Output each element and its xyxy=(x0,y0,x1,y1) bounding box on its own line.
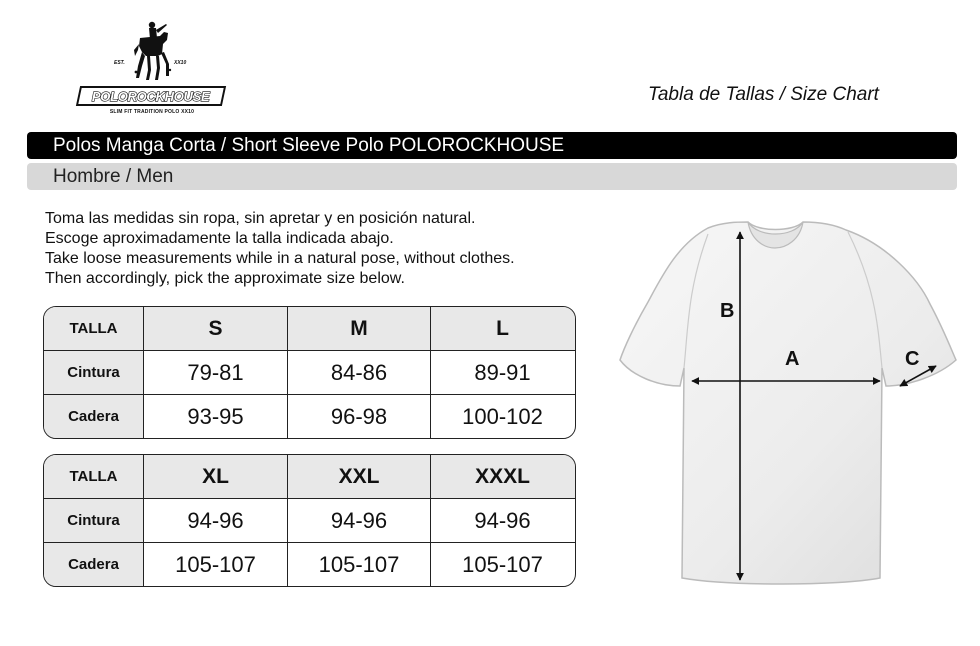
size-table-large xyxy=(43,454,576,587)
row-label: Cintura xyxy=(44,499,144,542)
measurement-value: 96-98 xyxy=(288,395,431,438)
size-header: XXL xyxy=(288,455,431,498)
polo-horse-rider-icon xyxy=(130,20,174,82)
table-row xyxy=(44,543,575,586)
row-label: Cintura xyxy=(44,351,144,394)
measurement-value: 89-91 xyxy=(431,351,574,394)
row-label: Cadera xyxy=(44,543,144,586)
measurement-value: 94-96 xyxy=(144,499,288,542)
size-header: XXXL xyxy=(475,464,530,488)
logo-brand-text: POLOROCKHOUSE xyxy=(92,88,210,104)
measurement-value: 105-107 xyxy=(431,543,574,586)
table-row xyxy=(44,499,575,543)
chart-title: Tabla de Tallas / Size Chart xyxy=(648,84,879,105)
tshirt-diagram xyxy=(618,218,960,593)
tshirt-icon xyxy=(618,218,960,588)
logo-banner xyxy=(76,86,226,106)
measure-label-a: A xyxy=(785,348,800,370)
table-header-row xyxy=(44,455,575,499)
measurement-value: 100-102 xyxy=(431,395,574,438)
instructions xyxy=(45,209,515,289)
table-row xyxy=(44,351,575,395)
instruction-line: Take loose measurements while in a natural pose, without clothes. xyxy=(45,250,515,267)
measurement-value: 79-81 xyxy=(144,351,288,394)
size-header: S xyxy=(144,307,288,350)
logo-est-text: EST. xyxy=(114,60,125,66)
measure-label-b: B xyxy=(720,300,735,322)
table-header-row xyxy=(44,307,575,351)
measure-label-c: C xyxy=(905,348,920,370)
gender-bar: Hombre / Men xyxy=(27,163,957,190)
instruction-line: Toma las medidas sin ropa, sin apretar y en posición natural. xyxy=(45,210,476,227)
measurement-value: 93-95 xyxy=(144,395,288,438)
size-header: XL xyxy=(144,455,288,498)
table-row xyxy=(44,395,575,438)
size-header: M xyxy=(288,307,431,350)
measurement-value: 105-107 xyxy=(144,543,288,586)
talla-header: TALLA xyxy=(44,307,144,350)
instruction-line: Escoge aproximadamente la talla indicada abajo. xyxy=(45,230,394,247)
measurement-value: 94-96 xyxy=(288,499,431,542)
brand-logo xyxy=(74,20,230,124)
measurement-value: 105-107 xyxy=(288,543,431,586)
size-header: L xyxy=(496,316,509,340)
size-table-small xyxy=(43,306,576,439)
row-label: Cadera xyxy=(44,395,144,438)
logo-tagline: SLIM FIT TRADITION POLO XX10 xyxy=(109,109,195,115)
measurement-value: 84-86 xyxy=(288,351,431,394)
instruction-line: Then accordingly, pick the approximate size below. xyxy=(45,270,405,287)
measurement-value: 94-96 xyxy=(431,499,574,542)
section-bar: Polos Manga Corta / Short Sleeve Polo POLOROCKHOUSE xyxy=(27,132,957,159)
logo-year-text: XX10 xyxy=(174,60,187,66)
talla-header: TALLA xyxy=(44,455,144,498)
